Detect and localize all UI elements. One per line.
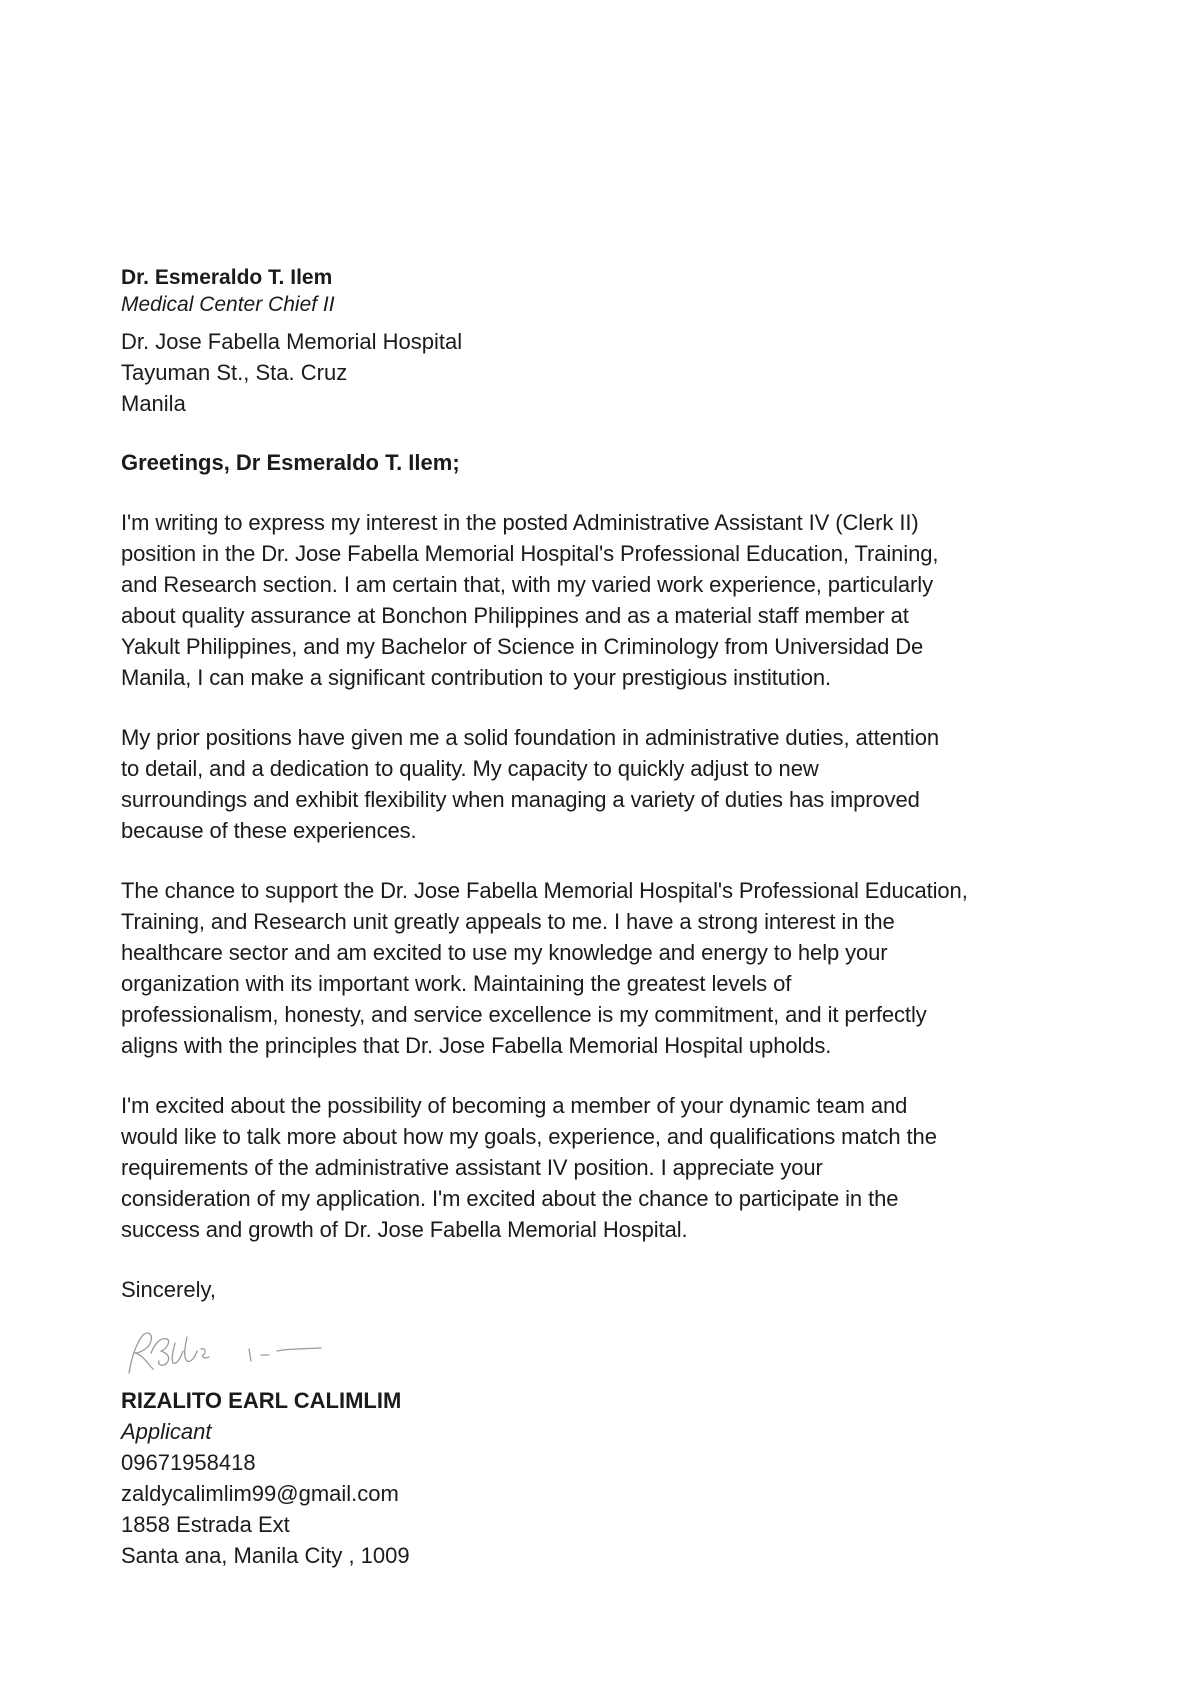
paragraph-line: because of these experiences. [121, 818, 417, 843]
sender-role: Applicant [121, 1419, 212, 1444]
paragraph-line: The chance to support the Dr. Jose Fabella Memorial Hospital's Professional Education, [121, 878, 968, 903]
paragraph-line: Manila, I can make a significant contribution to your prestigious institution. [121, 665, 832, 690]
paragraph-line: professionalism, honesty, and service excellence is my commitment, and it perfectly [121, 1002, 927, 1027]
paragraph-line: healthcare sector and am excited to use my knowledge and energy to help your [121, 940, 888, 965]
paragraph-line: position in the Dr. Jose Fabella Memorial Hospital's Professional Education, Training, [121, 541, 939, 566]
paragraph-line: I'm writing to express my interest in the posted Administrative Assistant IV (Clerk II) [121, 510, 919, 535]
recipient-name: Dr. Esmeraldo T. Ilem [121, 266, 333, 289]
sender-block [121, 1385, 1101, 1571]
recipient-address-line: Dr. Jose Fabella Memorial Hospital [121, 329, 463, 354]
paragraph-line: organization with its important work. Maintaining the greatest levels of [121, 971, 792, 996]
body-paragraph-4 [121, 1090, 1101, 1245]
paragraph-line: and Research section. I am certain that, with my varied work experience, particularly [121, 572, 933, 597]
paragraph-line: aligns with the principles that Dr. Jose Fabella Memorial Hospital upholds. [121, 1033, 832, 1058]
sender-phone: 09671958418 [121, 1450, 256, 1475]
sender-address-line: 1858 Estrada Ext [121, 1512, 290, 1537]
recipient-title: Medical Center Chief II [121, 293, 335, 316]
paragraph-line: surroundings and exhibit flexibility when managing a variety of duties has improved [121, 787, 920, 812]
sender-name: RIZALITO EARL CALIMLIM [121, 1388, 402, 1413]
body-paragraph-2 [121, 722, 1101, 846]
recipient-address-line: Manila [121, 391, 186, 416]
paragraph-line: would like to talk more about how my goals, experience, and qualifications match the [121, 1124, 937, 1149]
paragraph-line: I'm excited about the possibility of becoming a member of your dynamic team and [121, 1093, 908, 1118]
recipient-address-line: Tayuman St., Sta. Cruz [121, 360, 348, 385]
recipient-block [121, 264, 1101, 419]
paragraph-line: Yakult Philippines, and my Bachelor of Science in Criminology from Universidad De [121, 634, 924, 659]
greeting: Greetings, Dr Esmeraldo T. Ilem; [121, 450, 460, 475]
sender-address-line: Santa ana, Manila City , 1009 [121, 1543, 410, 1568]
paragraph-line: about quality assurance at Bonchon Philippines and as a material staff member at [121, 603, 909, 628]
body-paragraph-1 [121, 507, 1101, 693]
recipient-address [121, 326, 1101, 419]
paragraph-line: requirements of the administrative assistant IV position. I appreciate your [121, 1155, 823, 1180]
closing: Sincerely, [121, 1277, 216, 1302]
paragraph-line: success and growth of Dr. Jose Fabella Memorial Hospital. [121, 1217, 688, 1242]
cover-letter [121, 264, 1101, 1571]
sender-email: zaldycalimlim99@gmail.com [121, 1481, 399, 1506]
paragraph-line: to detail, and a dedication to quality. My capacity to quickly adjust to new [121, 756, 819, 781]
paragraph-line: consideration of my application. I'm excited about the chance to participate in the [121, 1186, 899, 1211]
paragraph-line: My prior positions have given me a solid foundation in administrative duties, attention [121, 725, 939, 750]
handwritten-signature-icon [121, 1323, 341, 1379]
body-paragraph-3 [121, 875, 1101, 1061]
paragraph-line: Training, and Research unit greatly appeals to me. I have a strong interest in the [121, 909, 895, 934]
